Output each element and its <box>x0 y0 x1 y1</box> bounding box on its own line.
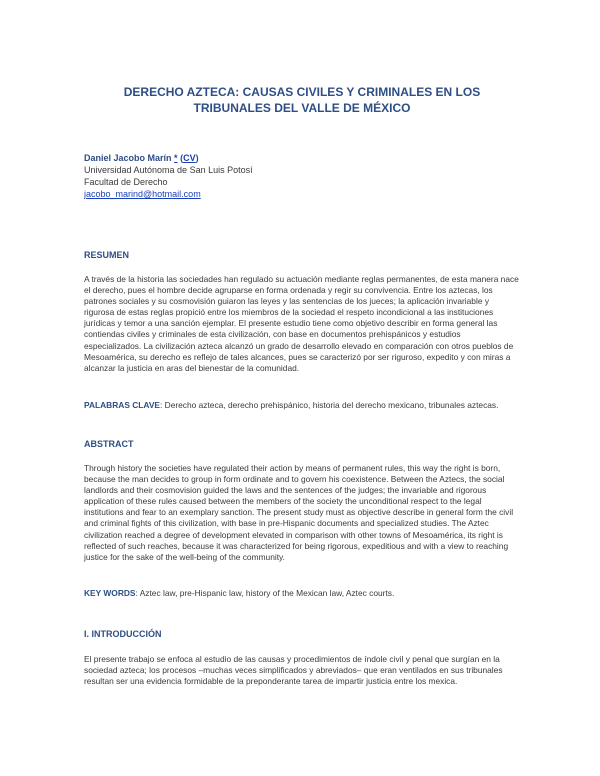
university: Universidad Autónoma de San Luis Potosí <box>84 165 253 175</box>
palabras-clave-label: PALABRAS CLAVE <box>84 400 160 410</box>
introduccion-heading: I. INTRODUCCIÓN <box>84 629 162 639</box>
resumen-text: A través de la historia las sociedades han regulado su actuación mediante reglas permanentes, de esta manera nace el derecho, pues el hombre decide agruparse en forma ordenada y regir su convivencia. Entre los aztecas, los patrones sociales y su cosmovisión guiaron las leyes y las sentencias de los jueces; la aplicación invariable y rigurosa de estas reglas propició entre los miembros de la sociedad el respeto incondicional a las instituciones jurídicas y temor a una sanción ejemplar. El presente estudio tiene como objetivo describir en forma general las contiendas civiles y criminales de esta civilización, con base en documentos prehispánicos y estudios especializados. La civilización azteca alcanzó un grado de desarrollo elevado en comparación con otros pueblos de Mesoamérica, su derecho es reflejo de tales alcances, pues se caracterizó por ser riguroso, expedito y con miras a alcanzar la justicia en aras del bienestar de la comunidad. <box>84 274 519 373</box>
introduccion-text: El presente trabajo se enfoca al estudio de las causas y procedimientos de índole civil y penal que surgían en la sociedad azteca; los procesos –muchas veces simplificados y abreviados– que eran ventilados en sus tribunales resultan ser una evidencia formidable de la preponderante tarea de impartir justicia entre los mexica. <box>84 654 503 687</box>
author-line <box>84 152 520 164</box>
resumen-heading: RESUMEN <box>84 250 130 260</box>
key-words-label: KEY WORDS <box>84 588 136 598</box>
faculty: Facultad de Derecho <box>84 177 168 187</box>
paper-title-line-1: DERECHO AZTECA: CAUSAS CIVILES Y CRIMINALES EN LOS <box>123 85 481 99</box>
author-block <box>84 152 520 200</box>
key-words <box>84 588 520 599</box>
footnote-link[interactable]: * <box>174 153 178 163</box>
author-email-link[interactable]: jacobo_marind@hotmail.com <box>84 189 201 199</box>
abstract-heading: ABSTRACT <box>84 439 134 449</box>
abstract-text: Through history the societies have regulated their action by means of permanent rules, this way the right is born, because the man decides to group in form ordinate and to govern his coexistence. Between the Aztecs, the social landlords and their cosmovision guided the laws and the sentences of the judges; the invariable and rigorous application of these rules caused between the members of the society the unconditional respect to the legal institutions and fear to an exemplary sanction. The present study must as objective describe in general form the civil and criminal fights of this civilization, with base in pre-Hispanic documents and specialized studies. The Aztec civilization reached a degree of development elevated in comparison with other towns of Mesoamérica, its right is reflected of such reaches, because it was characterized for being rigorous, expeditious and with a view to reaching justice for the sake of the well-being of the community. <box>84 463 514 562</box>
key-words-text: : Aztec law, pre-Hispanic law, history of the Mexican law, Aztec courts. <box>135 588 395 598</box>
palabras-clave-text: : Derecho azteca, derecho prehispánico, historia del derecho mexicano, tribunales aztecas. <box>160 400 499 410</box>
cv-close-paren: ) <box>195 153 199 163</box>
author-name: Daniel Jacobo Marín <box>84 153 172 163</box>
cv-link[interactable]: CV <box>183 153 196 163</box>
paper-title-line-2: TRIBUNALES DEL VALLE DE MÉXICO <box>193 101 411 115</box>
paper-title <box>84 84 520 116</box>
palabras-clave <box>84 400 520 411</box>
cv-open-paren: ( <box>180 153 184 163</box>
